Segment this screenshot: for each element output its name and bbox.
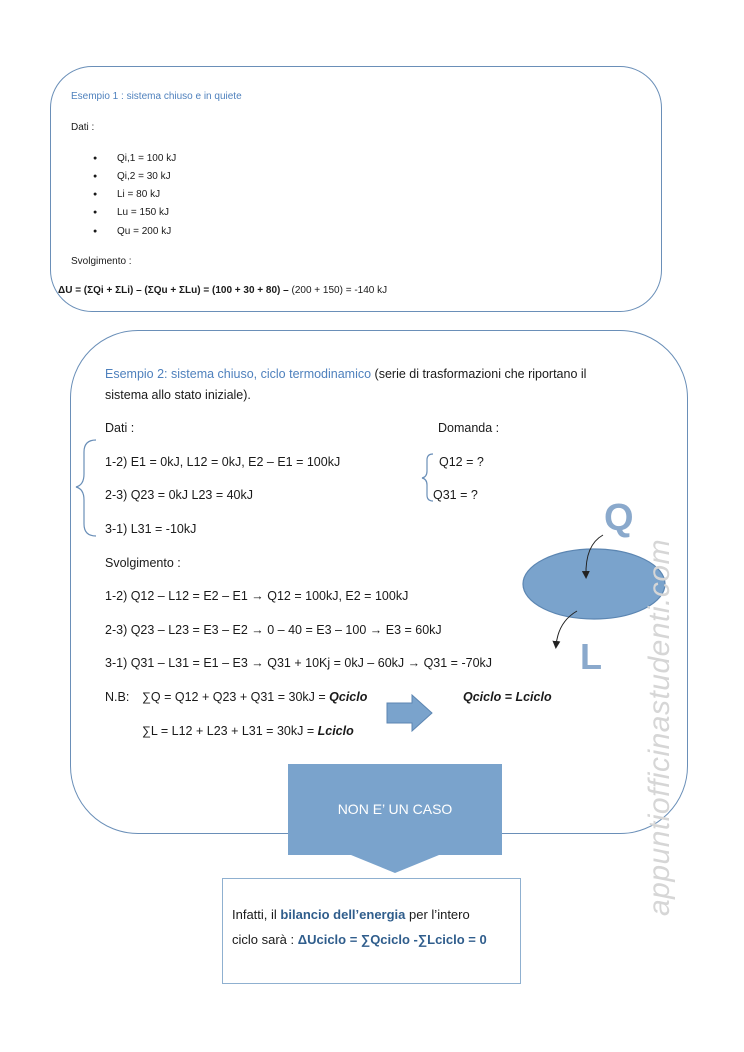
- work-letter: L: [580, 636, 602, 677]
- conclusion-line1: [232, 907, 470, 922]
- data-row: 1-2) E1 = 0kJ, L12 = 0kJ, E2 – E1 = 100kJ: [105, 455, 341, 469]
- conclusion-line2: [232, 932, 487, 947]
- example1-item: ● Li = 80 kJ: [117, 189, 160, 200]
- example1-formula-bold: ΔU = (ΣQi + ΣLi) – (ΣQu + ΣLu) = (100 + 30 + 80) –: [58, 285, 289, 296]
- conclusion-box: [222, 878, 521, 984]
- conclusion-highlight: bilancio dell’energia: [280, 907, 406, 922]
- solution-row: 3-1) Q31 – L31 = E1 – E3 → Q31 + 10Kj = 0kJ – 60kJ → Q31 = -70kJ: [105, 656, 493, 670]
- example1-solution-label: Svolgimento :: [71, 256, 132, 267]
- sum-q-result: Qciclo: [329, 690, 368, 704]
- data-row: 2-3) Q23 = 0kJ L23 = 40kJ: [105, 488, 254, 502]
- example1-item: ● Lu = 150 kJ: [117, 207, 169, 218]
- example2-question-label: Domanda :: [438, 421, 500, 435]
- example1-data-label: Dati :: [71, 122, 95, 133]
- callout-box: NON E’ UN CASO: [288, 764, 502, 855]
- example2-data-label: Dati :: [105, 421, 135, 435]
- sum-q: [142, 690, 367, 704]
- callout-pointer: [351, 855, 439, 873]
- conclusion-formula: ΔUciclo = ∑Qciclo -∑Lciclo = 0: [297, 932, 487, 947]
- right-arrow-icon: [386, 694, 434, 732]
- watermark: appuntiofficinastudenti.com: [643, 538, 676, 916]
- sum-l: [142, 724, 354, 738]
- equality-statement: Qciclo = Lciclo: [463, 690, 552, 704]
- solution-row: 1-2) Q12 – L12 = E2 – E1 → Q12 = 100kJ, E2 = 100kJ: [105, 589, 409, 603]
- example1-item: ● Qi,2 = 30 kJ: [117, 171, 171, 182]
- example1-item: ● Qi,1 = 100 kJ: [117, 153, 176, 164]
- conclusion-part1: Infatti, il: [232, 907, 281, 922]
- conclusion-part2: per l’intero: [405, 907, 470, 922]
- question-row: Q12 = ?: [439, 455, 484, 469]
- example1-formula-rest: (200 + 150) = -140 kJ: [288, 285, 388, 296]
- example2-title-colored: Esempio 2: sistema chiuso, ciclo termodinamico: [105, 367, 372, 381]
- example1-item: ● Qu = 200 kJ: [117, 226, 171, 237]
- solution-row: 2-3) Q23 – L23 = E3 – E2 → 0 – 40 = E3 – 100 → E3 = 60kJ: [105, 623, 442, 637]
- sum-q-text: ∑Q = Q12 + Q23 + Q31 = 30kJ =: [142, 690, 330, 704]
- example2-title-rest: (serie di trasformazioni che riportano il: [371, 367, 587, 381]
- heat-letter: Q: [604, 497, 634, 539]
- example2-title-line2: sistema allo stato iniziale).: [105, 388, 251, 402]
- example2-solution-label: Svolgimento :: [105, 556, 181, 570]
- example1-title: Esempio 1 : sistema chiuso e in quiete: [71, 91, 242, 102]
- question-row: Q31 = ?: [433, 488, 478, 502]
- example1-formula: [58, 285, 387, 296]
- example2-title: [105, 367, 586, 381]
- nb-label: N.B:: [105, 690, 130, 704]
- sum-l-text: ∑L = L12 + L23 + L31 = 30kJ =: [142, 724, 318, 738]
- sum-l-result: Lciclo: [317, 724, 354, 738]
- conclusion-line2-prefix: ciclo sarà :: [232, 932, 298, 947]
- data-row: 3-1) L31 = -10kJ: [105, 522, 197, 536]
